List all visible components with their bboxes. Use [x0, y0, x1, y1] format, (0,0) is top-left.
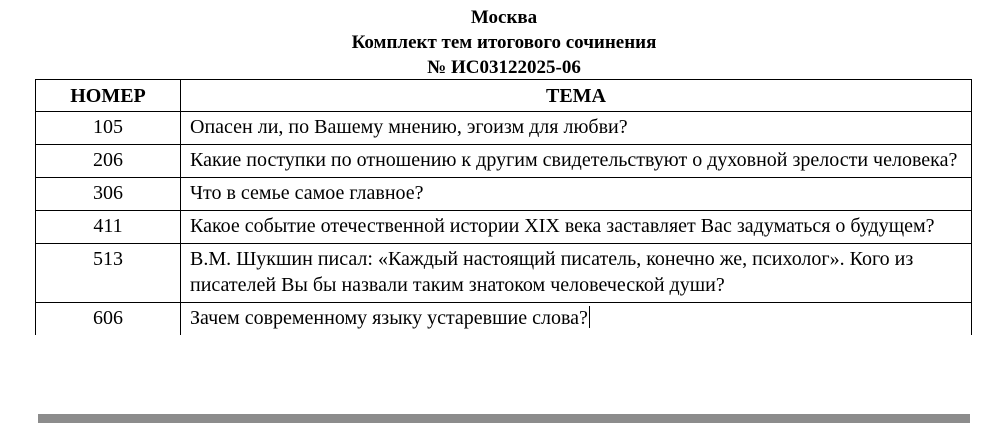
topic-number: 513	[36, 244, 181, 303]
table-row	[36, 112, 972, 145]
table-row	[36, 178, 972, 211]
table-row	[36, 145, 972, 178]
table-header-row	[36, 80, 972, 112]
topic-text: Что в семье самое главное?	[181, 178, 972, 211]
column-header-topic: ТЕМА	[181, 80, 972, 112]
table-row	[36, 303, 972, 336]
text-cursor	[589, 306, 590, 328]
topic-text: Зачем современному языку устаревшие слова?	[190, 307, 588, 329]
table-row	[36, 244, 972, 303]
topic-text-cell[interactable]	[181, 303, 972, 336]
document-header	[0, 5, 1008, 80]
topics-table	[35, 79, 972, 335]
footer-rule	[38, 414, 970, 423]
topic-number: 105	[36, 112, 181, 145]
topic-number: 606	[36, 303, 181, 336]
topic-number: 206	[36, 145, 181, 178]
topic-text: В.М. Шукшин писал: «Каждый настоящий писатель, конечно же, психолог». Кого из писателей Вы бы назвали таким знатоком человеческой души?	[181, 244, 972, 303]
document-title: Комплект тем итогового сочинения	[351, 32, 657, 53]
topic-number: 306	[36, 178, 181, 211]
document-code: № ИС03122025-06	[427, 57, 581, 78]
table-row	[36, 211, 972, 244]
topic-text: Опасен ли, по Вашему мнению, эгоизм для любви?	[181, 112, 972, 145]
column-header-number: НОМЕР	[36, 80, 181, 112]
city-heading: Москва	[470, 7, 538, 28]
topic-number: 411	[36, 211, 181, 244]
topic-text: Какие поступки по отношению к другим свидетельствуют о духовной зрелости человека?	[181, 145, 972, 178]
topic-text: Какое событие отечественной истории XIX века заставляет Вас задуматься о будущем?	[181, 211, 972, 244]
